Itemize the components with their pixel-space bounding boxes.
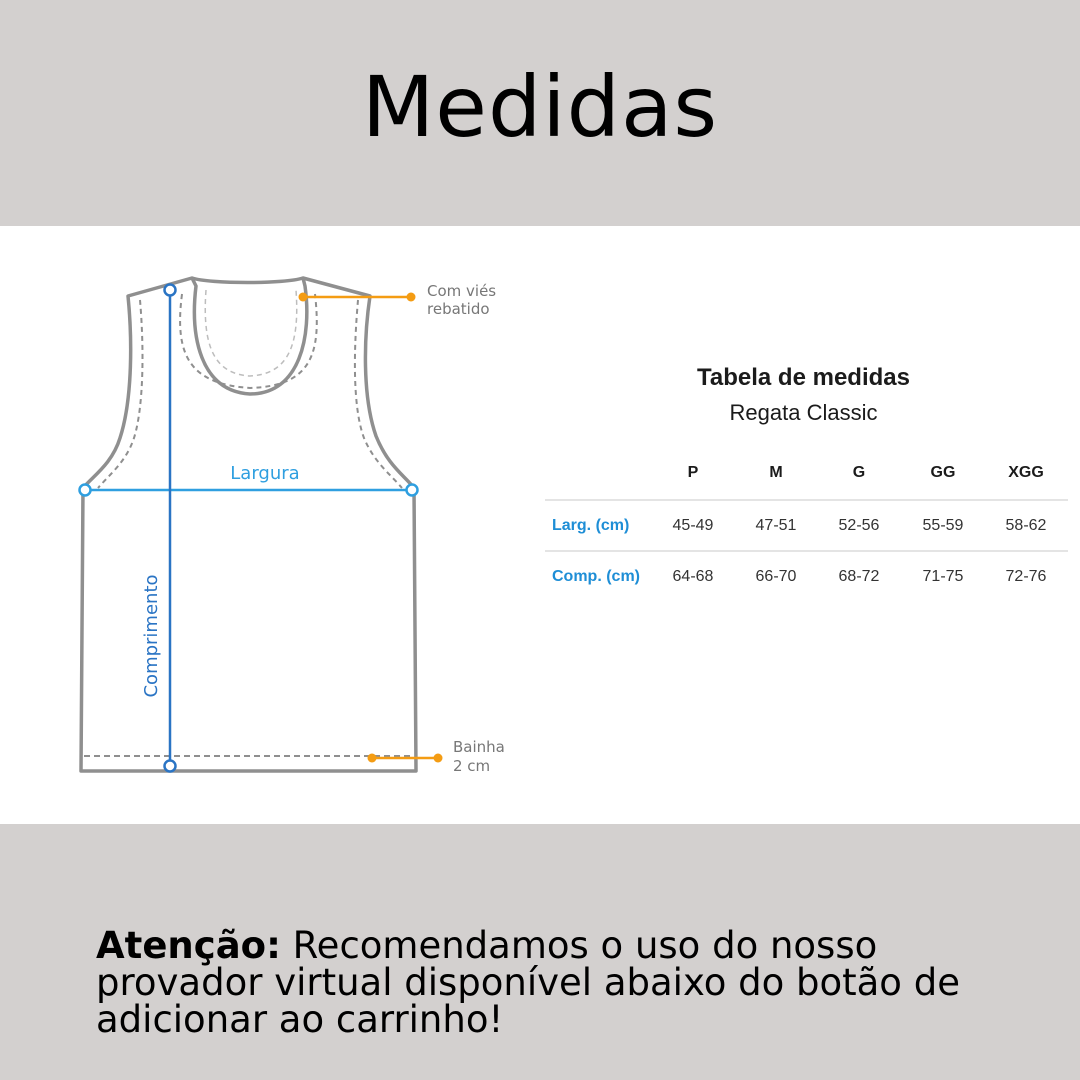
- notice-bold-label: Atenção:: [96, 924, 281, 967]
- neck-callout-dot: [299, 293, 308, 302]
- size-header-xgg: XGG: [1008, 464, 1044, 481]
- header-banner: [0, 0, 1080, 226]
- table-cell: 68-72: [838, 568, 880, 585]
- table-cell: 58-62: [1005, 517, 1047, 534]
- table-cell: 45-49: [672, 517, 714, 534]
- table-divider: [545, 550, 1068, 552]
- length-label: Comprimento: [141, 574, 162, 698]
- shirt-outline: [81, 278, 416, 771]
- page-title: Medidas: [361, 58, 719, 156]
- size-header-m: M: [769, 464, 783, 481]
- table-divider: [545, 499, 1068, 501]
- length-measure-start: [165, 285, 176, 296]
- neck-callout-text-2: rebatido: [427, 300, 490, 318]
- hem-callout-text-2: 2 cm: [453, 757, 491, 775]
- table-cell: 72-76: [1005, 568, 1047, 585]
- hem-callout-dot: [368, 754, 377, 763]
- tank-top-diagram: [0, 226, 540, 824]
- row-label-width: Larg. (cm): [552, 517, 630, 534]
- size-header-g: G: [852, 464, 866, 481]
- measurement-panel: [0, 226, 1080, 824]
- table-cell: 52-56: [838, 517, 880, 534]
- neck-callout-text-1: Com viés: [427, 282, 497, 300]
- neck-callout-end: [407, 293, 416, 302]
- hem-callout-text-1: Bainha: [453, 738, 505, 756]
- size-table-title: Tabela de medidas: [697, 364, 910, 391]
- table-cell: 71-75: [922, 568, 964, 585]
- size-table-subtitle: Regata Classic: [729, 400, 878, 425]
- row-label-length: Comp. (cm): [552, 568, 640, 585]
- hem-callout-end: [434, 754, 443, 763]
- attention-notice: [96, 924, 976, 1041]
- notice-text: Recomendamos o uso do nosso provador virtual disponível abaixo do botão de adicionar ao carrinho!: [96, 924, 960, 1041]
- table-cell: 64-68: [672, 568, 714, 585]
- table-cell: 55-59: [922, 517, 964, 534]
- footer-banner: [0, 824, 1080, 1080]
- table-cell: 66-70: [755, 568, 797, 585]
- size-header-p: P: [687, 464, 699, 481]
- length-measure-end: [165, 761, 176, 772]
- width-measure-start: [80, 485, 91, 496]
- table-cell: 47-51: [755, 517, 797, 534]
- size-header-gg: GG: [930, 464, 956, 481]
- width-label: Largura: [230, 463, 300, 484]
- width-measure-end: [407, 485, 418, 496]
